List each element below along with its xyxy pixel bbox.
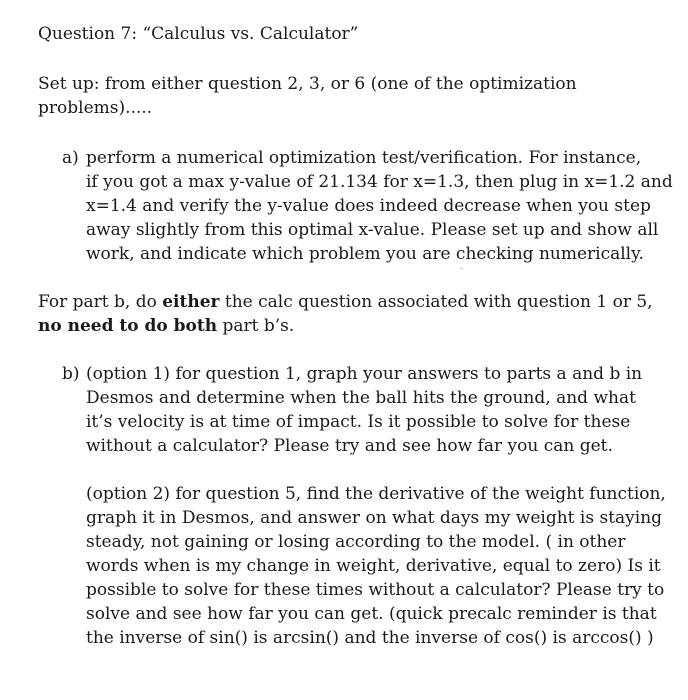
option2-line-5: possible to solve for these times without a calculator? Please try to: [86, 580, 665, 600]
option1-line-4: without a calculator? Please try and see how far you can get.: [86, 436, 613, 456]
setup-line-2: problems).....: [38, 98, 153, 118]
part-b-note-line-2: no need to do both part b’s.: [38, 316, 295, 336]
part-a-line-3: x=1.4 and verify the y-value does indeed decrease when you step: [86, 196, 651, 216]
stray-mark: [460, 267, 463, 269]
part-a-label: a): [62, 148, 79, 168]
option2-line-7: the inverse of sin() is arcsin() and the inverse of cos() is arccos() ): [86, 628, 654, 648]
option1-line-3: it’s velocity is at time of impact. Is it possible to solve for these: [86, 412, 631, 432]
option2-line-6: solve and see how far you can get. (quick precalc reminder is that: [86, 604, 657, 624]
part-a-line-5: work, and indicate which problem you are checking numerically.: [86, 244, 644, 264]
setup-line-1: Set up: from either question 2, 3, or 6 (one of the optimization: [38, 74, 577, 94]
part-a-line-4: away slightly from this optimal x-value. Please set up and show all: [86, 220, 659, 240]
option2-line-1: (option 2) for question 5, find the derivative of the weight function,: [86, 484, 666, 504]
part-a-line-2: if you got a max y-value of 21.134 for x=1.3, then plug in x=1.2 and: [86, 172, 673, 192]
question-title: Question 7: “Calculus vs. Calculator”: [38, 24, 359, 44]
part-a-line-1: perform a numerical optimization test/verification. For instance,: [86, 148, 642, 168]
option1-line-1: (option 1) for question 1, graph your answers to parts a and b in: [86, 364, 643, 384]
option1-line-2: Desmos and determine when the ball hits the ground, and what: [86, 388, 636, 408]
part-b-label: b): [62, 364, 80, 384]
part-b-note-line-1: For part b, do either the calc question associated with question 1 or 5,: [38, 292, 653, 312]
option2-line-3: steady, not gaining or losing according to the model. ( in other: [86, 532, 626, 552]
option2-line-4: words when is my change in weight, derivative, equal to zero) Is it: [86, 556, 661, 576]
option2-line-2: graph it in Desmos, and answer on what days my weight is staying: [86, 508, 663, 528]
